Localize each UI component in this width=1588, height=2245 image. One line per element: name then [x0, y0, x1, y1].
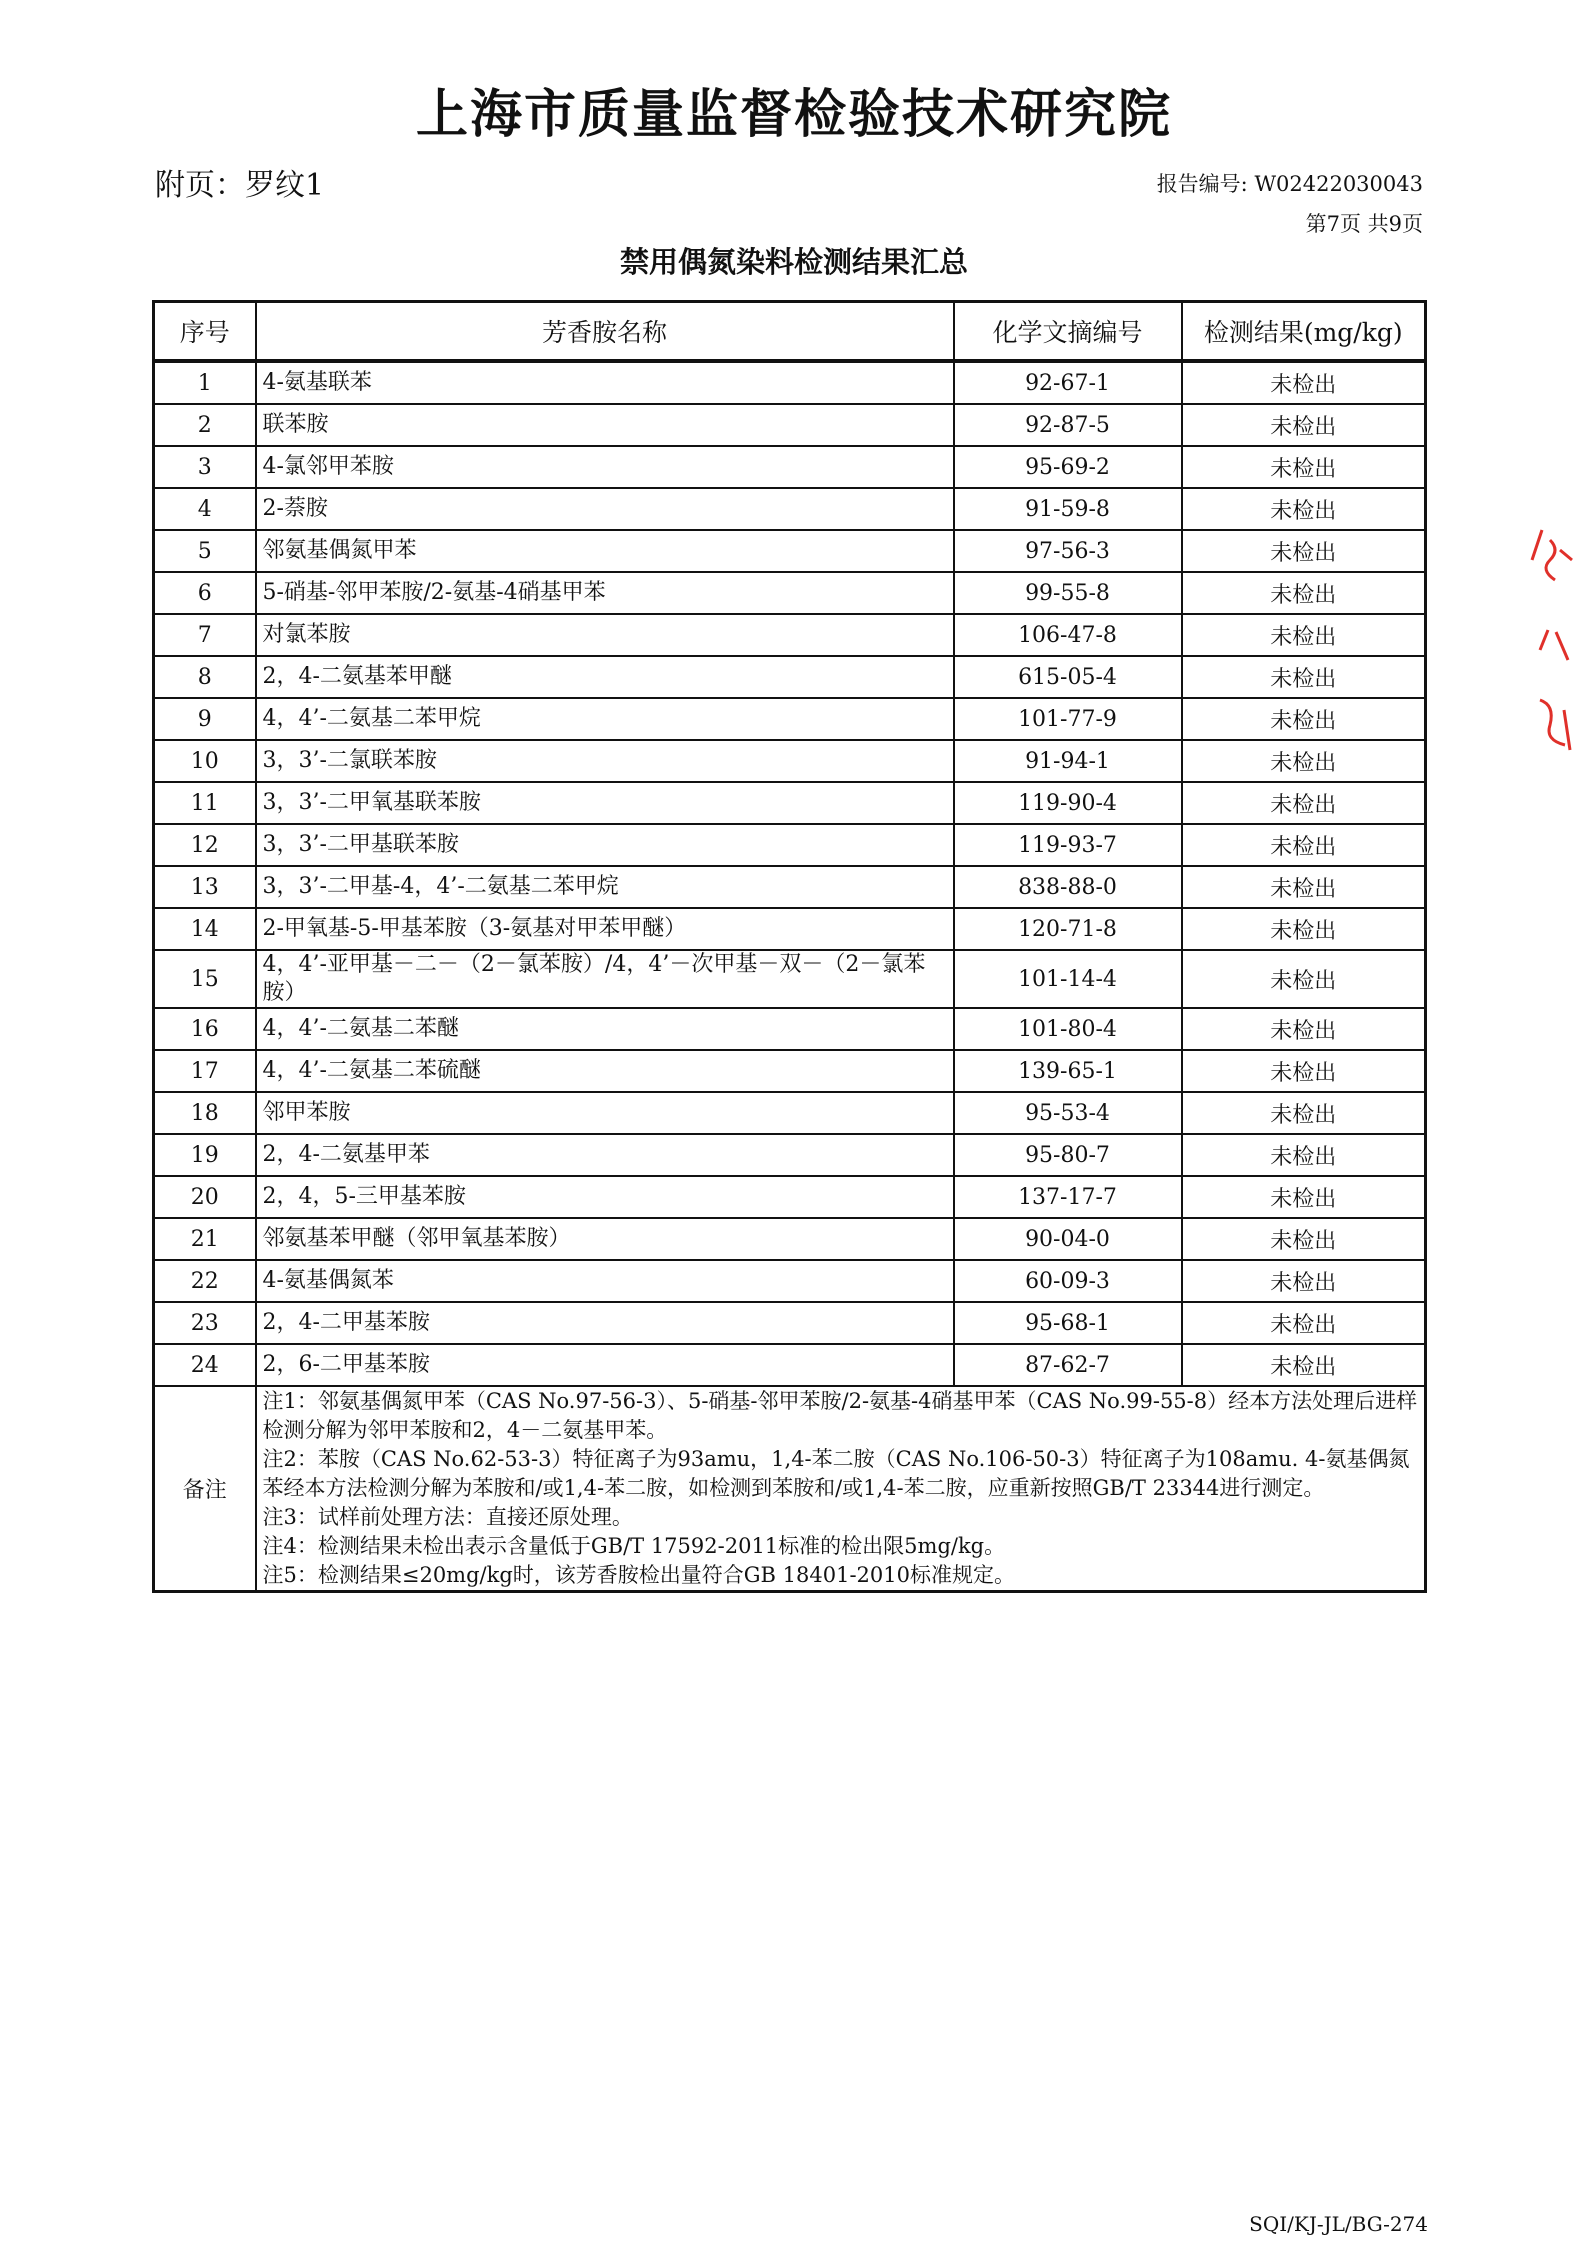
row-index: 14: [154, 908, 256, 950]
row-amine-name: 2，6-二甲基苯胺: [256, 1344, 954, 1386]
row-cas-number: 106-47-8: [954, 614, 1182, 656]
row-result: 未检出: [1182, 446, 1426, 488]
table-row: [154, 488, 1426, 530]
row-cas-number: 119-90-4: [954, 782, 1182, 824]
row-amine-name: 邻氨基苯甲醚（邻甲氧基苯胺）: [256, 1218, 954, 1260]
table-row: [154, 1176, 1426, 1218]
table-row: [154, 866, 1426, 908]
row-amine-name: 2，4，5-三甲基苯胺: [256, 1176, 954, 1218]
report-number: 报告编号: W02422030043: [1156, 172, 1423, 196]
table-row: [154, 361, 1426, 404]
col-header-index: 序号: [154, 302, 256, 362]
row-index: 11: [154, 782, 256, 824]
row-result: 未检出: [1182, 1260, 1426, 1302]
row-index: 21: [154, 1218, 256, 1260]
table-row: [154, 656, 1426, 698]
note-line: 注1：邻氨基偶氮甲苯（CAS No.97-56-3）、5-硝基-邻甲苯胺/2-氨基-4硝基甲苯（CAS No.99-55-8）经本方法处理后进样检测分解为邻甲苯胺和2，4－二氨基甲苯。: [262, 1389, 1418, 1442]
table-row: [154, 950, 1426, 1008]
row-index: 2: [154, 404, 256, 446]
row-cas-number: 95-53-4: [954, 1092, 1182, 1134]
col-header-name: 芳香胺名称: [256, 302, 954, 362]
row-index: 12: [154, 824, 256, 866]
row-index: 18: [154, 1092, 256, 1134]
row-index: 13: [154, 866, 256, 908]
row-index: 8: [154, 656, 256, 698]
row-index: 15: [154, 950, 256, 1008]
row-index: 19: [154, 1134, 256, 1176]
row-cas-number: 90-04-0: [954, 1218, 1182, 1260]
row-result: 未检出: [1182, 361, 1426, 404]
row-amine-name: 4，4’-亚甲基－二－（2－氯苯胺）/4，4’－次甲基－双－（2－氯苯胺）: [256, 950, 954, 1008]
col-header-result: 检测结果(mg/kg): [1182, 302, 1426, 362]
row-amine-name: 4，4’-二氨基二苯醚: [256, 1008, 954, 1050]
row-amine-name: 2-萘胺: [256, 488, 954, 530]
row-result: 未检出: [1182, 698, 1426, 740]
row-result: 未检出: [1182, 1092, 1426, 1134]
row-result: 未检出: [1182, 824, 1426, 866]
row-result: 未检出: [1182, 1050, 1426, 1092]
row-cas-number: 137-17-7: [954, 1176, 1182, 1218]
row-cas-number: 95-80-7: [954, 1134, 1182, 1176]
table-row: [154, 530, 1426, 572]
row-amine-name: 对氯苯胺: [256, 614, 954, 656]
row-cas-number: 838-88-0: [954, 866, 1182, 908]
row-cas-number: 101-77-9: [954, 698, 1182, 740]
table-row: [154, 446, 1426, 488]
table-row: [154, 404, 1426, 446]
note-line: 注2：苯胺（CAS No.62-53-3）特征离子为93amu，1,4-苯二胺（CAS No.106-50-3）特征离子为108amu. 4-氨基偶氮苯经本方法检测分解为苯胺和/或1,4-苯二胺，如检测到苯胺和/或1,4-苯二胺，应重新按照GB/T 23344进行测定。: [262, 1447, 1410, 1500]
table-row: [154, 1302, 1426, 1344]
row-index: 3: [154, 446, 256, 488]
row-index: 10: [154, 740, 256, 782]
row-index: 20: [154, 1176, 256, 1218]
row-amine-name: 2，4-二氨基甲苯: [256, 1134, 954, 1176]
table-row: [154, 1050, 1426, 1092]
page-number: 第7页 共9页: [1305, 212, 1423, 236]
row-cas-number: 101-80-4: [954, 1008, 1182, 1050]
row-amine-name: 3，3’-二甲氧基联苯胺: [256, 782, 954, 824]
row-result: 未检出: [1182, 740, 1426, 782]
table-row: [154, 1008, 1426, 1050]
note-line: 注3：试样前处理方法：直接还原处理。: [262, 1505, 633, 1529]
row-index: 4: [154, 488, 256, 530]
table-row: [154, 1218, 1426, 1260]
row-cas-number: 97-56-3: [954, 530, 1182, 572]
row-result: 未检出: [1182, 866, 1426, 908]
row-result: 未检出: [1182, 656, 1426, 698]
row-amine-name: 邻甲苯胺: [256, 1092, 954, 1134]
row-amine-name: 3，3’-二甲基联苯胺: [256, 824, 954, 866]
row-result: 未检出: [1182, 1176, 1426, 1218]
row-result: 未检出: [1182, 782, 1426, 824]
appendix-label: 附页：罗纹1: [155, 168, 325, 203]
row-index: 5: [154, 530, 256, 572]
table-row: [154, 824, 1426, 866]
section-title: 禁用偶氮染料检测结果汇总: [619, 245, 968, 279]
row-index: 1: [154, 361, 256, 404]
row-result: 未检出: [1182, 404, 1426, 446]
row-cas-number: 87-62-7: [954, 1344, 1182, 1386]
row-amine-name: 4，4’-二氨基二苯硫醚: [256, 1050, 954, 1092]
row-cas-number: 120-71-8: [954, 908, 1182, 950]
row-result: 未检出: [1182, 1302, 1426, 1344]
row-result: 未检出: [1182, 572, 1426, 614]
table-row: [154, 1344, 1426, 1386]
red-stamp-fragment: [1520, 520, 1580, 780]
row-cas-number: 99-55-8: [954, 572, 1182, 614]
row-amine-name: 5-硝基-邻甲苯胺/2-氨基-4硝基甲苯: [256, 572, 954, 614]
row-index: 22: [154, 1260, 256, 1302]
row-cas-number: 95-69-2: [954, 446, 1182, 488]
row-amine-name: 4-氨基偶氮苯: [256, 1260, 954, 1302]
row-result: 未检出: [1182, 950, 1426, 1008]
row-result: 未检出: [1182, 1344, 1426, 1386]
table-header-row: [154, 302, 1426, 362]
row-amine-name: 3，3’-二甲基-4，4’-二氨基二苯甲烷: [256, 866, 954, 908]
table-row: [154, 740, 1426, 782]
row-result: 未检出: [1182, 614, 1426, 656]
row-cas-number: 119-93-7: [954, 824, 1182, 866]
table-row: [154, 1260, 1426, 1302]
institute-title: 上海市质量监督检验技术研究院: [415, 84, 1172, 145]
table-row: [154, 908, 1426, 950]
row-amine-name: 2，4-二氨基苯甲醚: [256, 656, 954, 698]
row-index: 7: [154, 614, 256, 656]
row-result: 未检出: [1182, 530, 1426, 572]
row-amine-name: 联苯胺: [256, 404, 954, 446]
row-amine-name: 邻氨基偶氮甲苯: [256, 530, 954, 572]
row-cas-number: 139-65-1: [954, 1050, 1182, 1092]
col-header-cas: 化学文摘编号: [954, 302, 1182, 362]
row-index: 9: [154, 698, 256, 740]
row-cas-number: 92-87-5: [954, 404, 1182, 446]
table-row: [154, 1134, 1426, 1176]
row-index: 6: [154, 572, 256, 614]
row-cas-number: 95-68-1: [954, 1302, 1182, 1344]
row-cas-number: 60-09-3: [954, 1260, 1182, 1302]
form-code: SQI/KJ-JL/BG-274: [1249, 2212, 1428, 2236]
row-index: 24: [154, 1344, 256, 1386]
notes-body: [256, 1386, 1426, 1592]
notes-label: 备注: [154, 1386, 256, 1592]
row-amine-name: 2，4-二甲基苯胺: [256, 1302, 954, 1344]
row-cas-number: 91-59-8: [954, 488, 1182, 530]
row-result: 未检出: [1182, 1008, 1426, 1050]
row-amine-name: 3，3’-二氯联苯胺: [256, 740, 954, 782]
row-result: 未检出: [1182, 1218, 1426, 1260]
table-row: [154, 614, 1426, 656]
row-result: 未检出: [1182, 1134, 1426, 1176]
row-amine-name: 4，4’-二氨基二苯甲烷: [256, 698, 954, 740]
table-row: [154, 698, 1426, 740]
row-result: 未检出: [1182, 488, 1426, 530]
row-index: 16: [154, 1008, 256, 1050]
notes-row: [154, 1386, 1426, 1592]
row-result: 未检出: [1182, 908, 1426, 950]
row-index: 23: [154, 1302, 256, 1344]
row-cas-number: 91-94-1: [954, 740, 1182, 782]
table-row: [154, 782, 1426, 824]
table-row: [154, 572, 1426, 614]
row-amine-name: 4-氯邻甲苯胺: [256, 446, 954, 488]
row-cas-number: 615-05-4: [954, 656, 1182, 698]
note-line: 注4：检测结果未检出表示含量低于GB/T 17592-2011标准的检出限5mg/kg。: [262, 1534, 1006, 1558]
row-cas-number: 101-14-4: [954, 950, 1182, 1008]
row-amine-name: 2-甲氧基-5-甲基苯胺（3-氨基对甲苯甲醚）: [256, 908, 954, 950]
row-amine-name: 4-氨基联苯: [256, 361, 954, 404]
results-table: [152, 300, 1427, 1593]
note-line: 注5：检测结果≤20mg/kg时，该芳香胺检出量符合GB 18401-2010标准规定。: [262, 1563, 1016, 1587]
row-cas-number: 92-67-1: [954, 361, 1182, 404]
table-row: [154, 1092, 1426, 1134]
row-index: 17: [154, 1050, 256, 1092]
